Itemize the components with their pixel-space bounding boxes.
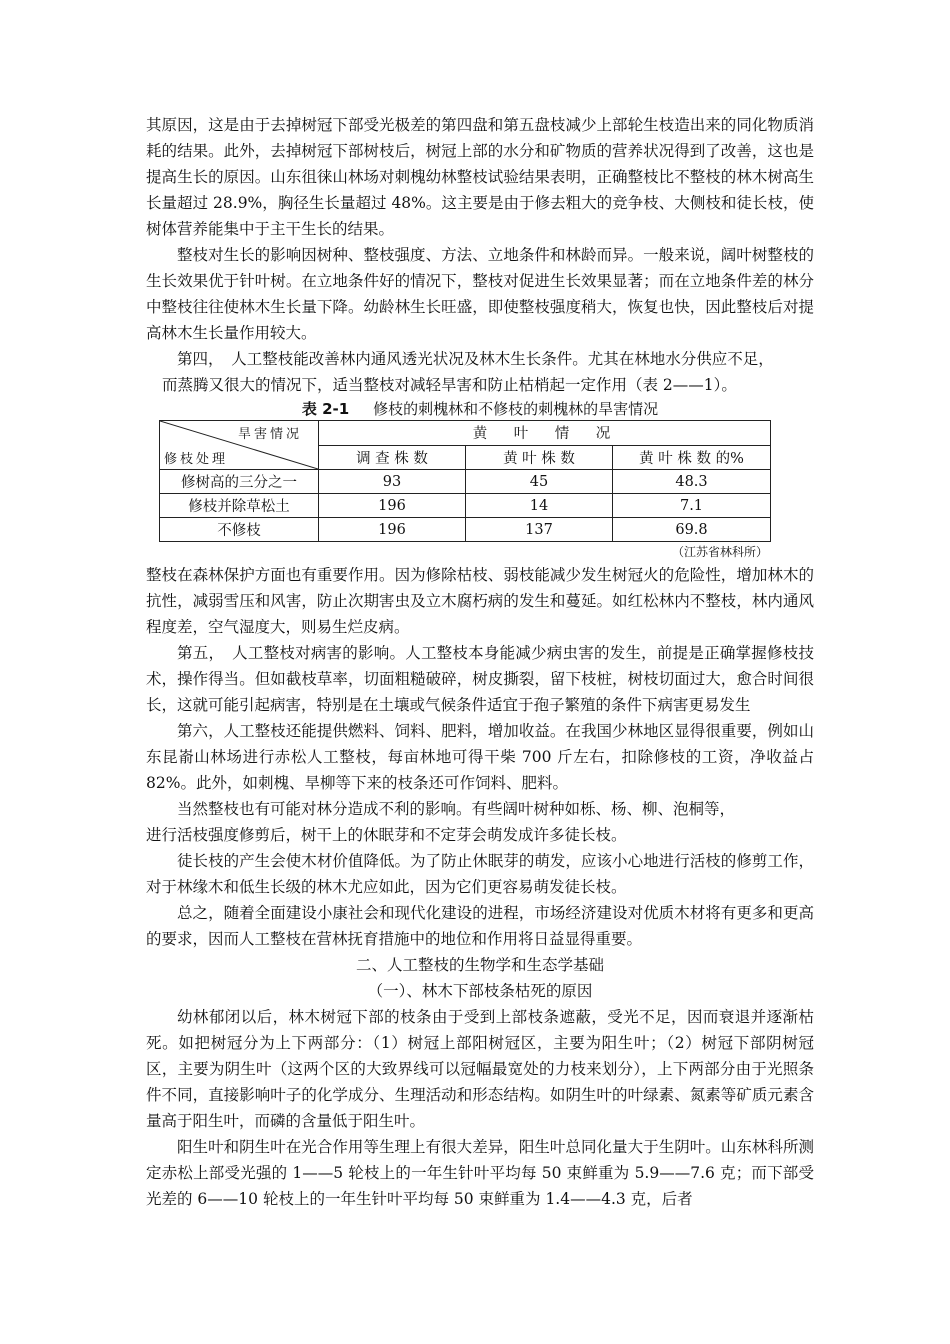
table-cell: 137	[466, 518, 613, 542]
table-number: 表 2-1	[301, 400, 350, 418]
column-header: 黄 叶 株 数 的%	[613, 445, 771, 470]
paragraph: 进行活枝强度修剪后，树干上的休眠芽和不定芽会萌发成许多徒长枝。	[146, 826, 627, 844]
document-page	[146, 112, 814, 1212]
paragraph: 第五， 人工整枝对病害的影响。人工整枝本身能减少病虫害的发生，前提是正确掌握修枝技术，操作得当。但如截枝草率，切面粗糙破碎，树皮撕裂，留下枝桩，树枝切面过大，愈合时间很长，这就可能引起病害，特别是在土壤或气候条件适宜于孢子繁殖的条件下病害更易发生	[146, 644, 814, 714]
paragraph: 其原因，这是由于去掉树冠下部受光极差的第四盘和第五盘枝减少上部轮生枝造出来的同化物质消耗的结果。此外，去掉树冠下部树枝后，树冠上部的水分和矿物质的营养状况得到了改善，这也是提高生长的原因。山东徂徕山林场对刺槐幼林整枝试验结果表明，正确整枝比不整枝的林木树高生长量超过 28.9%，胸径生长量超过 48%。这主要是由于修去粗大的竞争枝、大侧枝和徒长枝，使树体营养能集中于主干生长的结果。	[146, 116, 814, 238]
table-row	[160, 518, 771, 542]
column-header: 黄 叶 株 数	[466, 445, 613, 470]
paragraph: 幼林郁闭以后，林木树冠下部的枝条由于受到上部枝条遮蔽，受光不足，因而衰退并逐渐枯死。如把树冠分为上下两部分：（1）树冠上部阳树冠区，主要为阳生叶；（2）树冠下部阴树冠区，主要为阴生叶（这两个区的大致界线可以冠幅最宽处的力枝来划分），上下两部分由于光照条件不同，直接影响叶子的化学成分、生理活动和形态结构。如阴生叶的叶绿素、氮素等矿质元素含量高于阳生叶，而磷的含量低于阳生叶。	[146, 1008, 814, 1130]
paragraph: 徒长枝的产生会使木材价值降低。为了防止休眠芽的萌发，应该小心地进行活枝的修剪工作，对于林缘木和低生长级的林木尤应如此，因为它们更容易萌发徒长枝。	[146, 852, 814, 896]
table-row	[160, 470, 771, 494]
table-cell: 196	[319, 518, 466, 542]
table-cell: 修树高的三分之一	[160, 470, 319, 494]
table-cell: 69.8	[613, 518, 771, 542]
table-row	[160, 494, 771, 518]
paragraph: 整枝在森林保护方面也有重要作用。因为修除枯枝、弱枝能减少发生树冠火的危险性，增加林木的抗性，减弱雪压和风害，防止次期害虫及立木腐朽病的发生和蔓延。如红松林内不整枝，林内通风程度差，空气湿度大，则易生烂皮病。	[146, 566, 814, 636]
paragraph: 第六，人工整枝还能提供燃料、饲料、肥料，增加收益。在我国少林地区显得很重要，例如山东昆嵛山林场进行赤松人工整枝，每亩林地可得干柴 700 斤左右，扣除修枝的工资，净收益占 82%。此外，如刺槐、旱柳等下来的枝条还可作饲料、肥料。	[146, 722, 814, 792]
paragraph: 整枝对生长的影响因树种、整枝强度、方法、立地条件和林龄而异。一般来说，阔叶树整枝的生长效果优于针叶树。在立地条件好的情况下，整枝对促进生长效果显著；而在立地条件差的林分中整枝往往使林木生长量下降。幼龄林生长旺盛，即使整枝强度稍大，恢复也快，因此整枝后对提高林木生长量作用较大。	[146, 246, 814, 342]
diagonal-header-cell	[160, 421, 319, 470]
table-cell: 7.1	[613, 494, 771, 518]
paragraph: 总之，随着全面建设小康社会和现代化建设的进程，市场经济建设对优质木材将有更多和更高的要求，因而人工整枝在营林抚育措施中的地位和作用将日益显得重要。	[146, 904, 814, 948]
header-drought: 旱害情况	[237, 427, 302, 442]
paragraph: 当然整枝也有可能对林分造成不利的影响。有些阔叶树种如栎、杨、柳、泡桐等，	[177, 800, 736, 818]
subsection-heading: （一）、林木下部枝条枯死的原因	[367, 982, 593, 1000]
header-yellow-leaf: 黄 叶 情 况	[319, 421, 771, 446]
header-treatment: 修枝处理	[164, 452, 229, 467]
section-heading: 二、人工整枝的生物学和生态学基础	[355, 956, 604, 974]
paragraph: 阳生叶和阴生叶在光合作用等生理上有很大差异，阳生叶总同化量大于生阴叶。山东林科所测定赤松上部受光强的 1——5 轮枝上的一年生针叶平均每 50 束鲜重为 5.9——7.6 克；而下部受光差的 6——10 轮枝上的一年生针叶平均每 50 束鲜重为 1.4——4.3 克，后者	[146, 1138, 814, 1208]
table-caption	[146, 398, 814, 420]
table-cell: 修枝并除草松土	[160, 494, 319, 518]
column-header: 调 查 株 数	[319, 445, 466, 470]
paragraph: 第四， 人工整枝能改善林内通风透光状况及林木生长条件。尤其在林地水分供应不足，	[177, 350, 774, 368]
table-cell: 14	[466, 494, 613, 518]
table-cell: 45	[466, 470, 613, 494]
table-cell: 196	[319, 494, 466, 518]
drought-table	[159, 420, 771, 542]
table-cell: 48.3	[613, 470, 771, 494]
table-cell: 93	[319, 470, 466, 494]
table-source: （江苏省林科所）	[671, 545, 768, 559]
table-title: 修枝的刺槐林和不修枝的刺槐林的旱害情况	[373, 400, 659, 418]
paragraph: 而蒸腾又很大的情况下，适当整枝对减轻旱害和防止枯梢起一定作用（表 2——1）。	[162, 376, 737, 394]
table-cell: 不修枝	[160, 518, 319, 542]
